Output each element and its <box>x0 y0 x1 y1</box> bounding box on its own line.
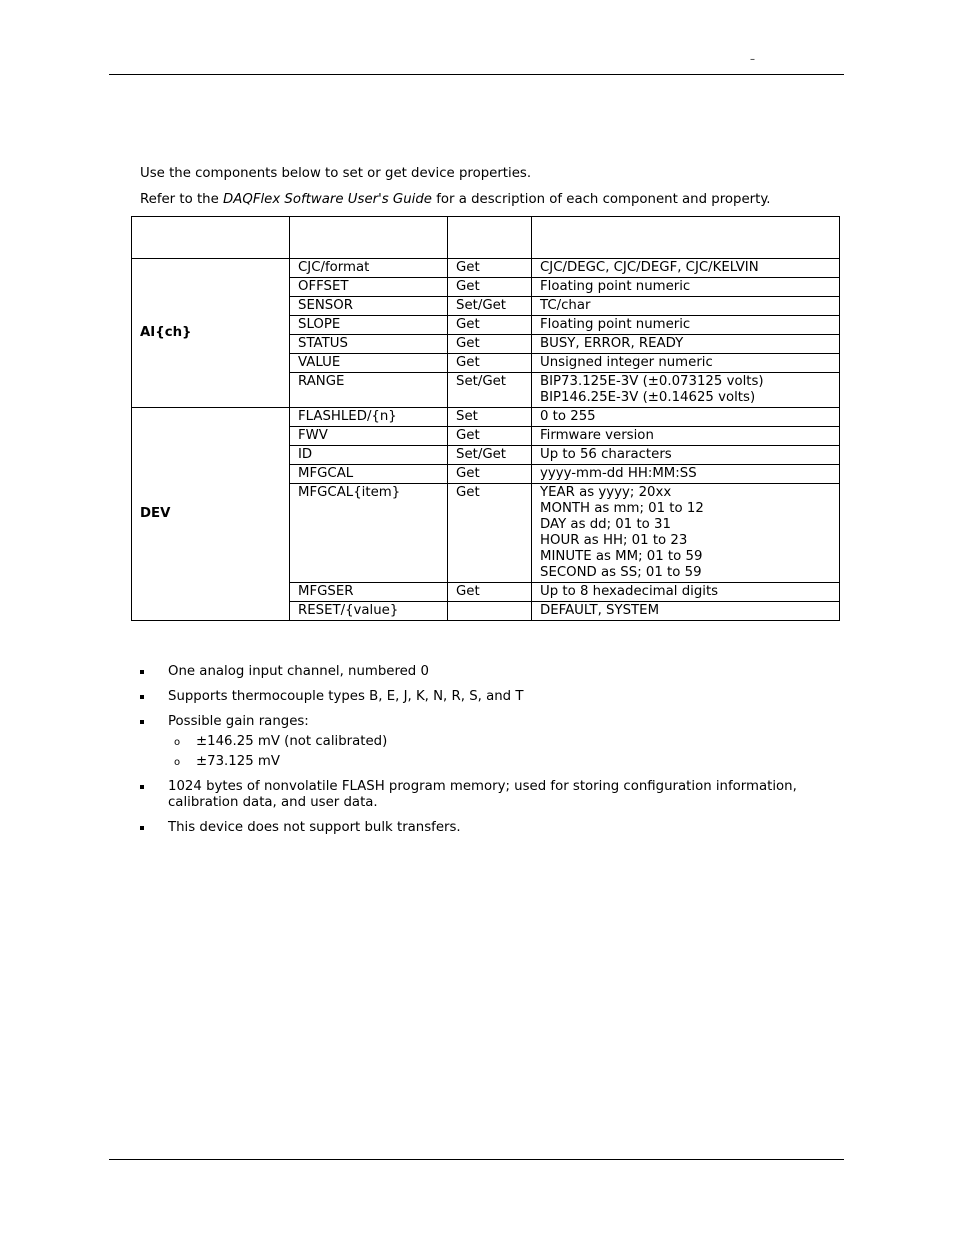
access-cell <box>448 602 532 621</box>
property-cell: MFGCAL{item} <box>290 484 448 583</box>
value-cell: CJC/DEGC, CJC/DEGF, CJC/KELVIN <box>532 259 840 278</box>
gain-range-sublist <box>168 734 820 770</box>
header-access <box>448 217 532 259</box>
header-mark: – <box>750 54 755 65</box>
property-cell: OFFSET <box>290 278 448 297</box>
guide-title: DAQFlex Software User's Guide <box>223 192 432 207</box>
component-dev: DEV <box>132 408 290 621</box>
access-cell: Get <box>448 484 532 583</box>
table-row <box>132 408 840 427</box>
value-cell: Up to 56 characters <box>532 446 840 465</box>
property-cell: MFGCAL <box>290 465 448 484</box>
value-cell: TC/char <box>532 297 840 316</box>
list-item-text: Supports thermocouple types B, E, J, K, N, R, S, and T <box>168 689 524 704</box>
intro-reference-post: for a description of each component and property. <box>431 192 771 207</box>
value-cell: Firmware version <box>532 427 840 446</box>
property-cell: FLASHLED/{n} <box>290 408 448 427</box>
list-item-text: This device does not support bulk transfers. <box>168 820 461 835</box>
square-bullet-icon <box>140 695 144 699</box>
value-cell: Unsigned integer numeric <box>532 354 840 373</box>
table-header-row <box>132 217 840 259</box>
header-rule <box>109 74 844 75</box>
access-cell: Get <box>448 278 532 297</box>
property-cell: RESET/{value} <box>290 602 448 621</box>
access-cell: Set/Get <box>448 373 532 408</box>
property-cell: ID <box>290 446 448 465</box>
property-cell: VALUE <box>290 354 448 373</box>
value-cell: DEFAULT, SYSTEM <box>532 602 840 621</box>
square-bullet-icon <box>140 720 144 724</box>
access-cell: Get <box>448 354 532 373</box>
value-line: DAY as dd; 01 to 31 <box>540 517 671 532</box>
circle-bullet-icon: o <box>174 757 181 768</box>
access-cell: Get <box>448 583 532 602</box>
property-cell: SENSOR <box>290 297 448 316</box>
value-cell: Floating point numeric <box>532 316 840 335</box>
list-item <box>140 714 820 770</box>
value-line: MINUTE as MM; 01 to 59 <box>540 549 703 564</box>
intro-text: Use the components below to set or get device properties. <box>140 166 532 181</box>
value-cell: Up to 8 hexadecimal digits <box>532 583 840 602</box>
intro-reference <box>140 192 771 208</box>
list-item-text: Possible gain ranges: <box>168 714 309 729</box>
intro-reference-pre: Refer to the <box>140 192 224 207</box>
list-item <box>140 820 820 836</box>
value-cell: BUSY, ERROR, READY <box>532 335 840 354</box>
header-property <box>290 217 448 259</box>
access-cell: Get <box>448 259 532 278</box>
sublist-item-text: ±146.25 mV (not calibrated) <box>196 734 388 749</box>
access-cell: Set/Get <box>448 297 532 316</box>
list-item-text: 1024 bytes of nonvolatile FLASH program memory; used for storing configuration information, calibration data, and user data. <box>168 779 797 810</box>
access-cell: Get <box>448 427 532 446</box>
properties-table <box>131 216 840 621</box>
access-cell: Get <box>448 316 532 335</box>
circle-bullet-icon: o <box>174 737 181 748</box>
feature-list <box>140 664 820 845</box>
value-cell <box>532 373 840 408</box>
list-item <box>140 689 820 705</box>
value-line: YEAR as yyyy; 20xx <box>540 485 672 500</box>
header-value <box>532 217 840 259</box>
sublist-item-text: ±73.125 mV <box>196 754 280 769</box>
square-bullet-icon <box>140 785 144 789</box>
footer-rule <box>109 1159 844 1160</box>
value-line: MONTH as mm; 01 to 12 <box>540 501 704 516</box>
value-line: SECOND as SS; 01 to 59 <box>540 565 702 580</box>
value-line: BIP73.125E-3V (±0.073125 volts) <box>540 374 764 389</box>
list-item <box>140 779 820 811</box>
square-bullet-icon <box>140 826 144 830</box>
access-cell: Set <box>448 408 532 427</box>
access-cell: Get <box>448 335 532 354</box>
list-item-text: One analog input channel, numbered 0 <box>168 664 429 679</box>
property-cell: STATUS <box>290 335 448 354</box>
access-cell: Set/Get <box>448 446 532 465</box>
list-item <box>140 664 820 680</box>
header-component <box>132 217 290 259</box>
property-cell: CJC/format <box>290 259 448 278</box>
value-cell: yyyy-mm-dd HH:MM:SS <box>532 465 840 484</box>
table-row <box>132 259 840 278</box>
value-cell: 0 to 255 <box>532 408 840 427</box>
component-ai: AI{ch} <box>132 259 290 408</box>
property-cell: SLOPE <box>290 316 448 335</box>
property-cell: FWV <box>290 427 448 446</box>
value-line: BIP146.25E-3V (±0.14625 volts) <box>540 390 756 405</box>
square-bullet-icon <box>140 670 144 674</box>
property-cell: MFGSER <box>290 583 448 602</box>
sublist-item <box>168 734 820 750</box>
value-cell <box>532 484 840 583</box>
access-cell: Get <box>448 465 532 484</box>
value-cell: Floating point numeric <box>532 278 840 297</box>
sublist-item <box>168 754 820 770</box>
property-cell: RANGE <box>290 373 448 408</box>
value-line: HOUR as HH; 01 to 23 <box>540 533 688 548</box>
